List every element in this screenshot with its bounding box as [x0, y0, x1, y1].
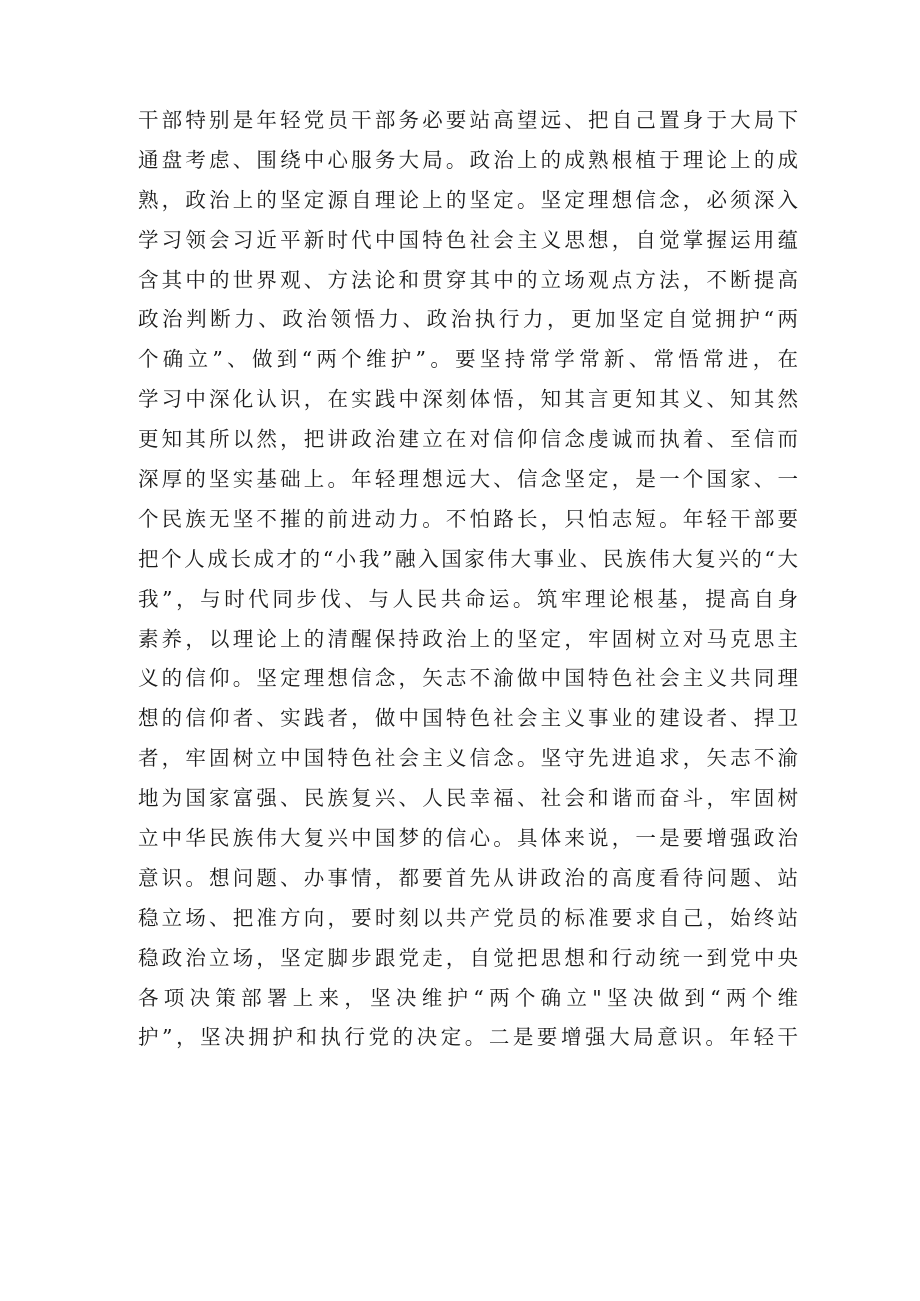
- text-line: 意识。想问题、办事情，都要首先从讲政治的高度看待问题、站: [138, 865, 798, 890]
- text-line: 地为国家富强、民族复兴、人民幸福、社会和谐而奋斗，牢固树: [138, 786, 798, 811]
- text-line: 立中华民族伟大复兴中国梦的信心。具体来说，一是要增强政治: [138, 826, 798, 851]
- text-line: 个民族无坚不摧的前进动力。不怕路长，只怕志短。年轻干部要: [138, 506, 798, 531]
- text-line: 政治判断力、政治领悟力、政治执行力，更加坚定自觉拥护“两: [138, 307, 798, 332]
- text-line: 学习中深化认识，在实践中深刻体悟，知其言更知其义、知其然: [138, 387, 798, 412]
- text-line: 我”，与时代同步伐、与人民共命运。筑牢理论根基，提高自身: [138, 586, 798, 611]
- text-line: 个确立”、做到“两个维护”。要坚持常学常新、常悟常进，在: [138, 347, 798, 372]
- text-line: 想的信仰者、实践者，做中国特色社会主义事业的建设者、捍卫: [138, 706, 798, 731]
- text-line: 护”，坚决拥护和执行党的决定。二是要增强大局意识。年轻干: [138, 1025, 798, 1050]
- text-line: 各项决策部署上来，坚决维护“两个确立"坚决做到“两个维: [138, 985, 798, 1010]
- text-line: 含其中的世界观、方法论和贯穿其中的立场观点方法，不断提高: [138, 267, 798, 292]
- text-line: 熟，政治上的坚定源自理论上的坚定。坚定理想信念，必须深入: [138, 187, 798, 212]
- text-line: 干部特别是年轻党员干部务必要站高望远、把自己置身于大局下: [138, 108, 798, 132]
- text-line: 素养，以理论上的清醒保持政治上的坚定，牢固树立对马克思主: [138, 626, 798, 651]
- text-line: 义的信仰。坚定理想信念，矢志不渝做中国特色社会主义共同理: [138, 666, 798, 691]
- text-line: 稳政治立场，坚定脚步跟党走，自觉把思想和行动统一到党中央: [138, 945, 798, 970]
- text-line: 把个人成长成才的“小我”融入国家伟大事业、民族伟大复兴的“大: [138, 546, 798, 571]
- text-line: 稳立场、把准方向，要时刻以共产党员的标准要求自己，始终站: [138, 905, 798, 930]
- text-line: 学习领会习近平新时代中国特色社会主义思想，自觉掌握运用蕴: [138, 227, 798, 252]
- text-line: 者，牢固树立中国特色社会主义信念。坚守先进追求，矢志不渝: [138, 746, 798, 771]
- body-paragraph: [138, 101, 798, 1058]
- text-line: 通盘考虑、围绕中心服务大局。政治上的成熟根植于理论上的成: [138, 147, 798, 172]
- text-line: 深厚的坚实基础上。年轻理想远大、信念坚定，是一个国家、一: [138, 467, 798, 492]
- text-line: 更知其所以然，把讲政治建立在对信仰信念虔诚而执着、至信而: [138, 427, 798, 452]
